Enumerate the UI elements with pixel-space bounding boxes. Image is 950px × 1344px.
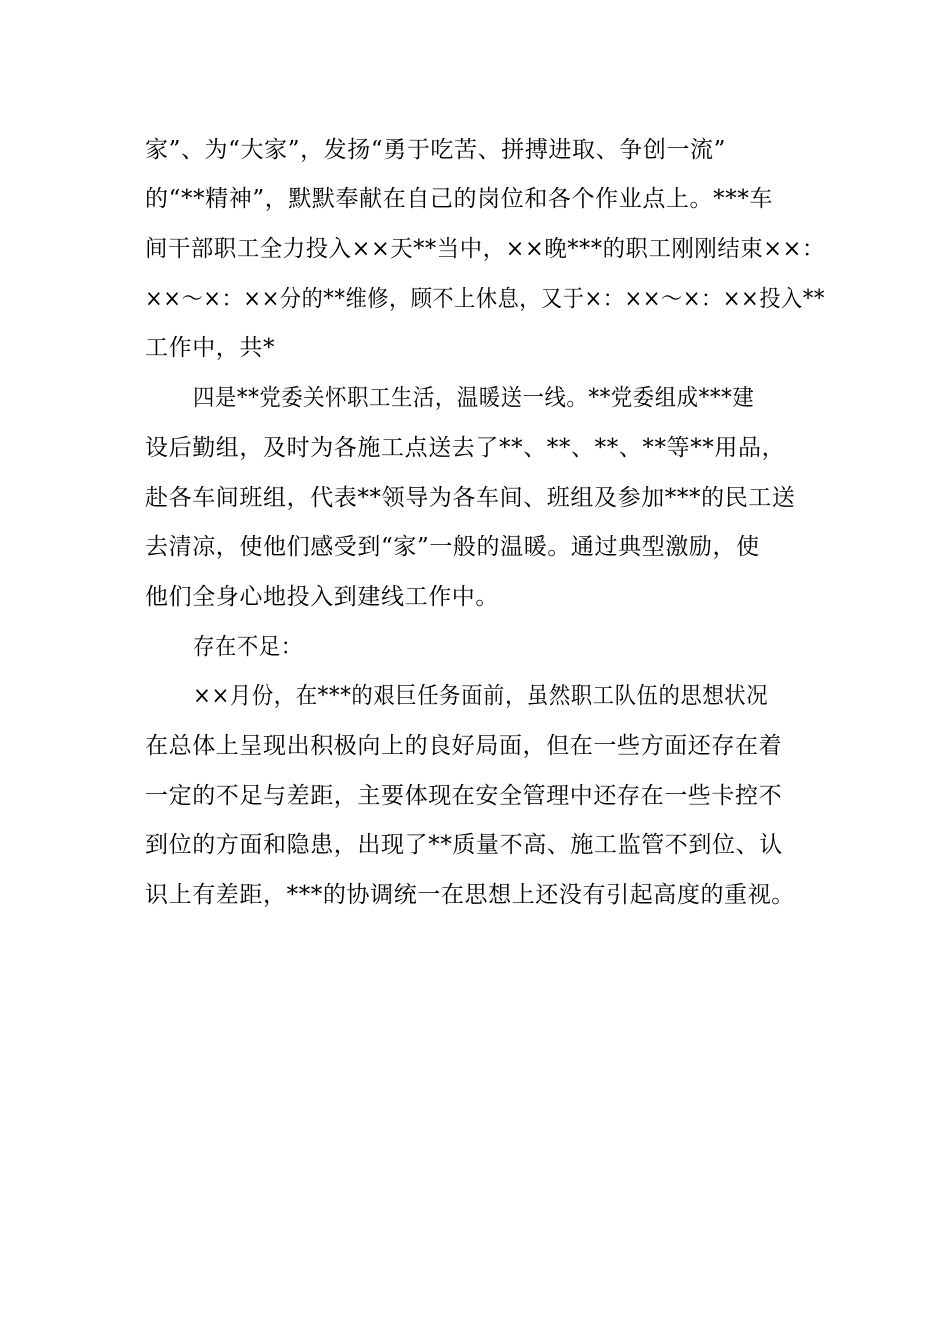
text-line: 他们全身心地投入到建线工作中。 [145,584,499,610]
text-line: 赴各车间班组，代表**领导为各车间、班组及参加***的民工送 [145,485,796,511]
text-line: 间干部职工全力投入××天**当中，××晚***的职工刚刚结束××： [145,236,825,262]
text-line: ××月份，在***的艰巨任务面前，虽然职工队伍的思想状况 [193,683,769,709]
text-line: 家”、为“大家”，发扬“勇于吃苦、拼搏进取、争创一流” [145,137,726,163]
text-line: 去清凉，使他们感受到“家”一般的温暖。通过典型激励，使 [145,534,760,560]
text-line: 工作中，共* [145,335,276,361]
text-line: 到位的方面和隐患，出现了**质量不高、施工监管不到位、认 [145,832,783,858]
text-line: 的“**精神”，默默奉献在自己的岗位和各个作业点上。***车 [145,186,774,212]
text-line: 在总体上呈现出积极向上的良好局面，但在一些方面还存在着 [145,733,783,759]
text-line: ××～×：××分的**维修，顾不上休息，又于×：××～×：××投入** [145,286,826,312]
text-line: 四是**党委关怀职工生活，温暖送一线。**党委组成***建 [193,385,755,411]
text-line: 一定的不足与差距，主要体现在安全管理中还存在一些卡控不 [145,783,783,809]
section-heading: 存在不足： [193,634,303,660]
text-line: 设后勤组，及时为各施工点送去了**、**、**、**等**用品， [145,435,786,461]
text-line: 识上有差距，***的协调统一在思想上还没有引起高度的重视。 [145,882,795,908]
